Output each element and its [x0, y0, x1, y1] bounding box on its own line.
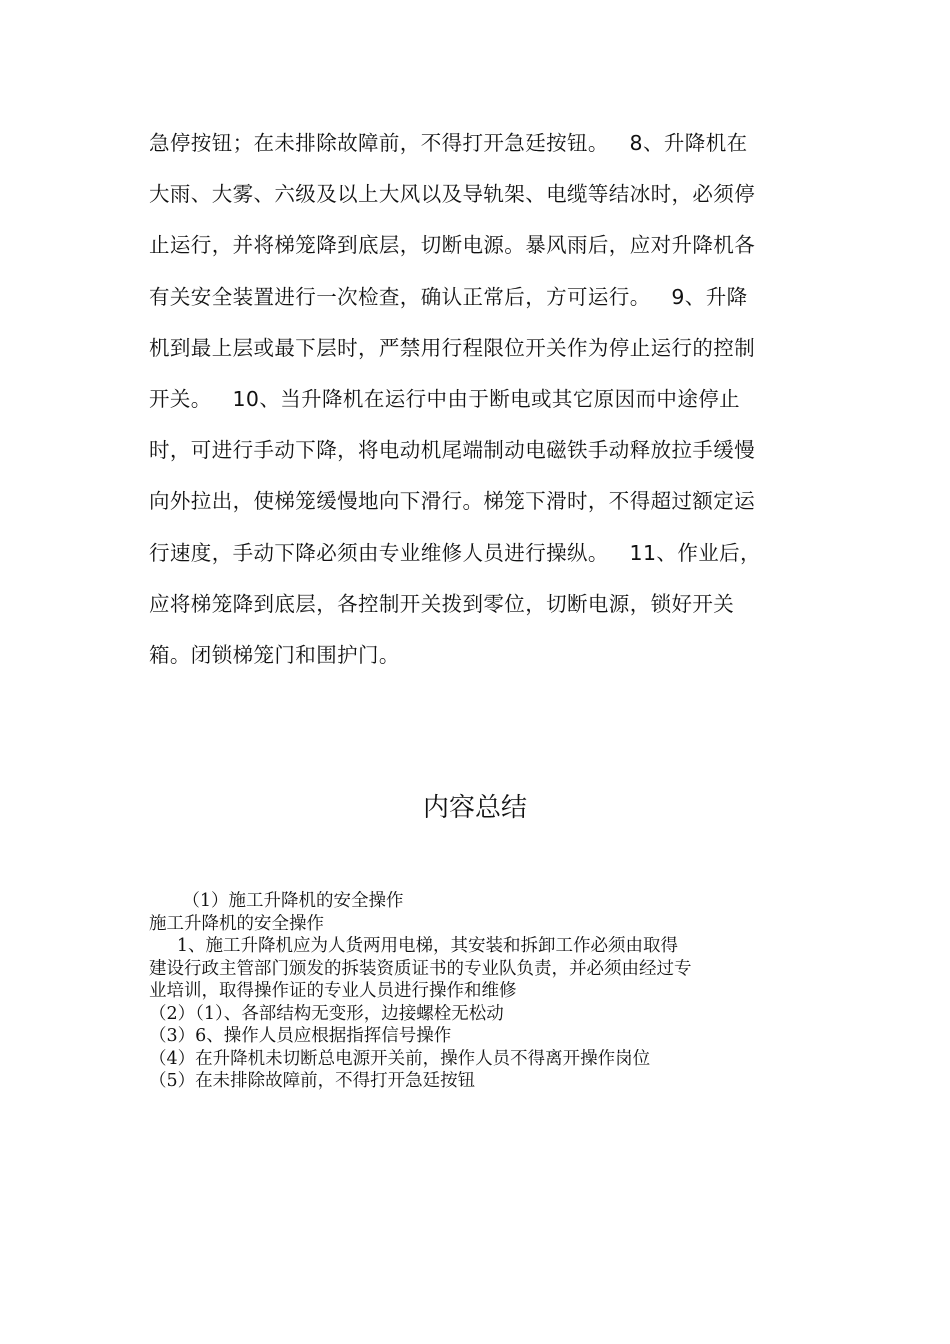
body-line: 大雨、大雾、六级及以上大风以及导轨架、电缆等结冰时，必须停	[149, 182, 756, 207]
body-line: 应将梯笼降到底层，各控制开关拨到零位，切断电源，锁好开关	[149, 591, 735, 616]
summary-line: （2）（1）、各部结构无变形，边接螺栓无松动	[149, 1003, 504, 1024]
summary-line: 施工升降机的安全操作	[149, 913, 324, 934]
body-line: 箱。闭锁梯笼门和围护门。	[149, 642, 400, 667]
body-line: 行速度，手动下降必须由专业维修人员进行操纵。 11、作业后，	[149, 540, 761, 565]
summary-section	[149, 890, 809, 1093]
body-line: 开关。 10、当升降机在运行中由于断电或其它原因而中途停止	[149, 386, 741, 411]
summary-line: （3）6、操作人员应根据指挥信号操作	[149, 1026, 452, 1046]
summary-line: 业培训，取得操作证的专业人员进行操作和维修	[149, 981, 517, 1001]
body-paragraph	[149, 118, 801, 681]
summary-heading: 内容总结	[422, 793, 527, 823]
body-line: 机到最上层或最下层时，严禁用行程限位开关作为停止运行的控制	[149, 335, 756, 360]
summary-line: 1、施工升降机应为人货两用电梯，其安装和拆卸工作必须由取得	[149, 936, 678, 956]
body-line: 时，可进行手动下降，将电动机尾端制动电磁铁手动释放拉手缓慢	[149, 438, 756, 463]
body-line: 向外拉出，使梯笼缓慢地向下滑行。梯笼下滑时，不得超过额定运	[149, 489, 756, 514]
summary-line: （4）在升降机未切断总电源开关前，操作人员不得离开操作岗位	[149, 1048, 651, 1069]
summary-line: （1）施工升降机的安全操作	[149, 891, 404, 911]
body-line: 止运行，并将梯笼降到底层，切断电源。暴风雨后，应对升降机各	[149, 233, 756, 258]
summary-line: （5）在未排除故障前，不得打开急廷按钮	[149, 1071, 476, 1091]
body-line: 有关安全装置进行一次检查，确认正常后，方可运行。 9、升降	[149, 284, 748, 309]
summary-line: 建设行政主管部门颁发的拆装资质证书的专业队负责，并必须由经过专	[149, 958, 692, 979]
body-line: 急停按钮；在未排除故障前，不得打开急廷按钮。 8、升降机在	[149, 131, 748, 155]
